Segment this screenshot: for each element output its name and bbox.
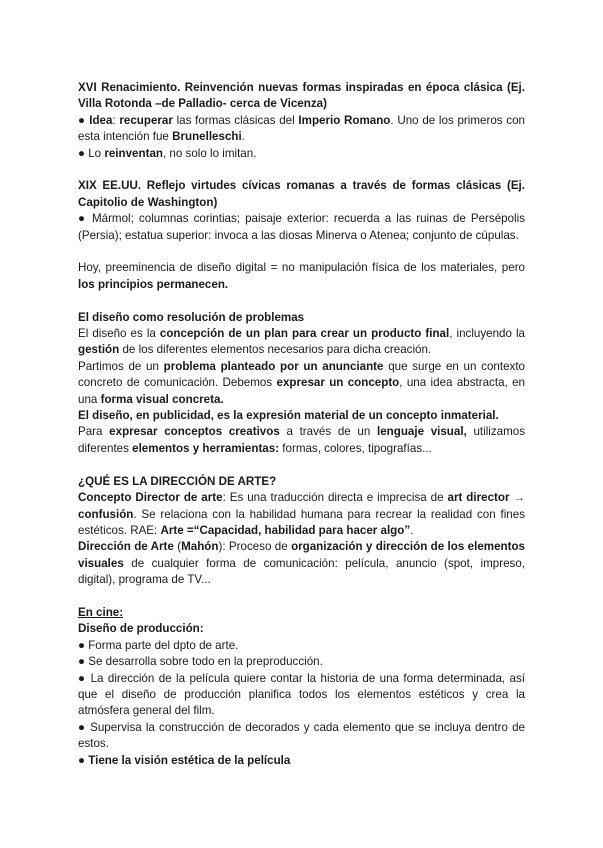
problemas-p3: El diseño, en publicidad, es la expresión material de un concepto inmaterial. [78,409,499,423]
cine-bullet: ● Forma parte del dpto de arte. [78,638,239,652]
cine-bullet: ● Supervisa la construcción de decorados y cada elemento que se incluya dentro de estos. [78,720,525,751]
cine-bullet: ● La dirección de la película quiere contar la historia de una forma determinada, así que el diseño de producción planifica todos los elementos estéticos y crea la atmósfera general del film. [78,671,525,718]
eeuu-heading: XIX EE.UU. Reflejo virtudes cívicas romanas a través de formas clásicas (Ej. Capitolio de Washington) [78,179,525,209]
direccion-p2: Dirección de Arte (Mahón): Proceso de organización y dirección de los elementos visuales de cualquier forma de comunicación: película, anuncio (spot, impreso, digital), programa de TV... [78,540,525,587]
hoy-paragraph: Hoy, preeminencia de diseño digital = no manipulación física de los materiales, pero los principios permanecen. [78,261,525,291]
problemas-p1: El diseño es la concepción de un plan para crear un producto final, incluyendo la gestión de los diferentes elementos necesarios para dicha creación. [78,327,525,357]
document-page [78,80,525,769]
cine-bullet-last: ● Tiene la visión estética de la película [78,753,291,767]
direccion-p1: Concepto Director de arte: Es una traducción directa e imprecisa de art director → confusión. Se relaciona con la habilidad humana para recrear la realidad con fines estéticos. RAE: Arte =“Capacidad, habilidad para hacer algo”. [78,491,526,537]
eeuu-body: ● Mármol; columnas corintias; paisaje exterior: recuerda a las ruinas de Persépolis (Persia); estatua superior: invoca a las diosas Minerva o Atenea; conjunto de cúpulas. [78,212,525,242]
problemas-p2: Partimos de un problema planteado por un anunciante que surge en un contexto concreto de comunicación. Debemos expresar un concepto, una idea abstracta, en una forma visual concreta. [78,359,525,406]
problemas-heading: El diseño como resolución de problemas [78,310,305,324]
cine-bullet: ● Se desarrolla sobre todo en la preproducción. [78,655,323,669]
renacimiento-heading: XVI Renacimiento. Reinvención nuevas formas inspiradas en época clásica (Ej. Villa Rotonda –de Palladio- cerca de Vicenza) [78,81,525,111]
cine-heading: En cine: [78,605,124,619]
renacimiento-reinventan: ● Lo reinventan, no solo lo imitan. [78,146,257,160]
direccion-heading: ¿QUÉ ES LA DIRECCIÓN DE ARTE? [78,474,277,488]
cine-subheading: Diseño de producción: [78,622,204,636]
problemas-p4: Para expresar conceptos creativos a través de un lenguaje visual, utilizamos diferentes elementos y herramientas: formas, colores, tipografías... [78,425,526,455]
renacimiento-idea: ● Idea: recuperar las formas clásicas del Imperio Romano. Uno de los primeros con esta intención fue Brunelleschi. [78,113,525,144]
